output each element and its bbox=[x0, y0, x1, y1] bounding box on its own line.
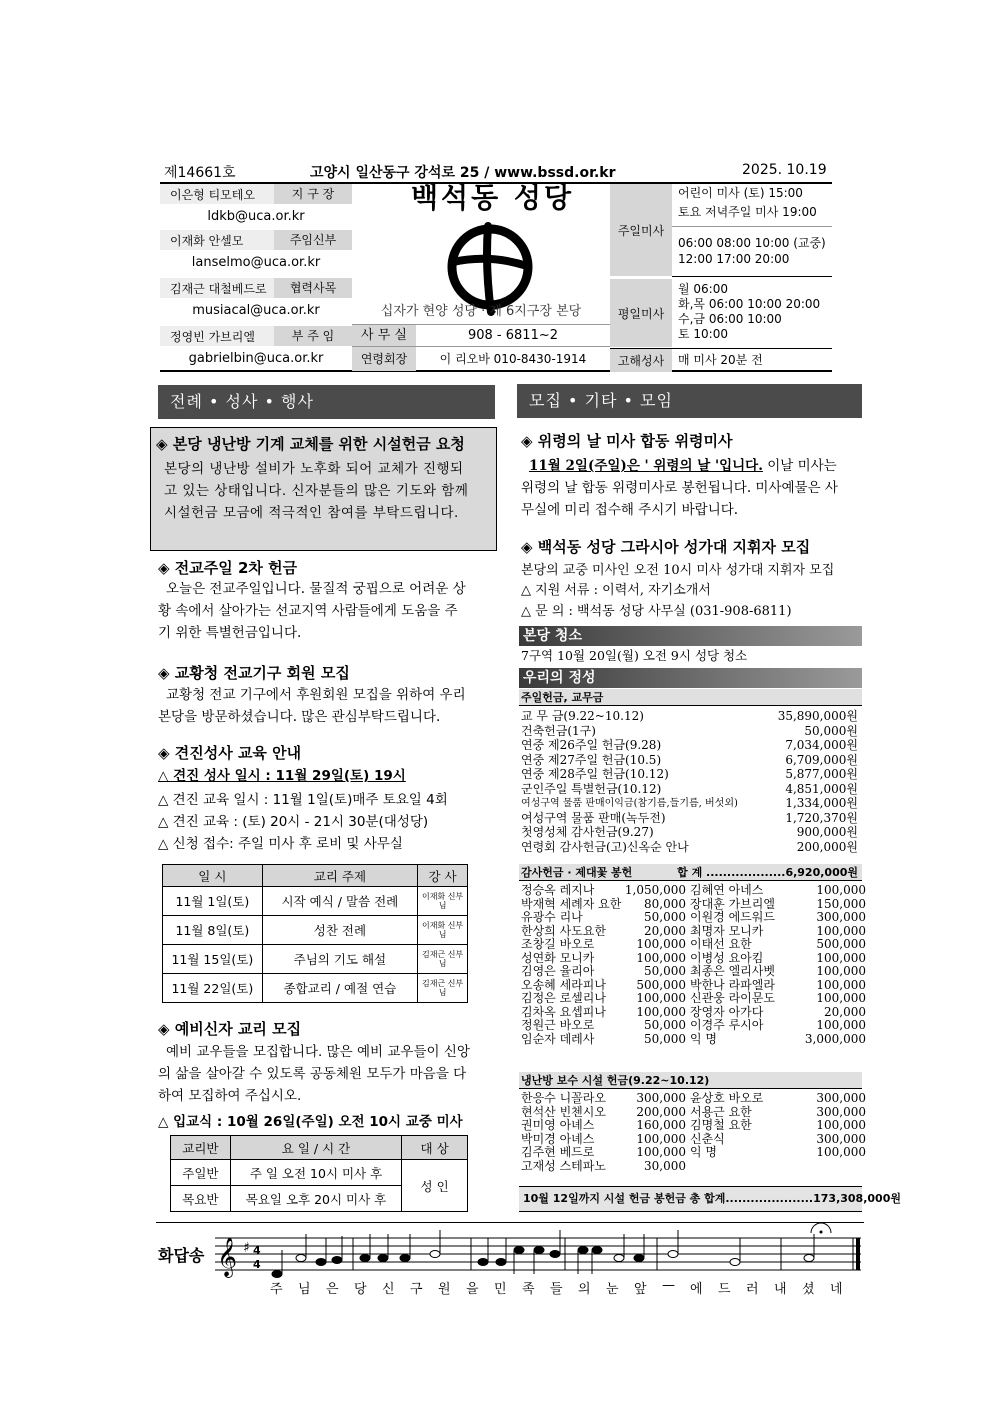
donation-entry: 신춘식 300,000 bbox=[690, 1131, 866, 1146]
psalm-label: 화답송 bbox=[158, 1246, 205, 1265]
offering-row: 교 무 금(9.22~10.12) 35,890,000원 bbox=[521, 709, 858, 723]
mass-schedule bbox=[610, 184, 832, 374]
donation-entry: 이경주 루시아 100,000 bbox=[690, 1018, 866, 1032]
sunday-mass-2: 토요 저녁주일 미사 19:00 bbox=[678, 205, 817, 219]
table-row bbox=[163, 974, 468, 1003]
thanks-list bbox=[521, 883, 866, 1046]
donation-entry: 최명자 모니카 100,000 bbox=[690, 923, 866, 938]
svg-text:♯: ♯ bbox=[243, 1240, 250, 1256]
lyric-syllable: 을 bbox=[466, 1282, 479, 1297]
donation-entry: 박미경 아녜스 100,000 bbox=[521, 1131, 686, 1146]
col-date: 일 시 bbox=[163, 865, 263, 887]
donation-entry: 한상희 사도요한 20,000 bbox=[521, 923, 686, 938]
donation-entry: 권미영 아녜스 160,000 bbox=[521, 1118, 686, 1132]
music-note bbox=[378, 1255, 388, 1262]
music-note bbox=[272, 1271, 282, 1278]
staff-email[interactable]: lanselmo@uca.or.kr bbox=[191, 255, 321, 270]
offering-row: 여성구역 물품 판매이익금(참기름,들기름, 버섯외) 1,334,000원 bbox=[521, 796, 858, 810]
lyric-syllable: 드 bbox=[718, 1282, 731, 1297]
office-row bbox=[352, 324, 610, 346]
cell-date: 11월 8일(토) bbox=[163, 916, 263, 945]
cell-topic: 주님의 기도 해설 bbox=[262, 945, 417, 974]
repair-list bbox=[521, 1091, 866, 1173]
notice4-line1: △ 견진 성사 일시 : 11월 29일(토) 19시 bbox=[158, 768, 406, 784]
sunday-mass-label: 주일미사 bbox=[610, 184, 672, 276]
staff-role: 지 구 장 bbox=[274, 184, 352, 204]
table-row bbox=[163, 916, 468, 945]
cell-topic: 종합교리 / 예절 연습 bbox=[262, 974, 417, 1003]
office-label: 사 무 실 bbox=[352, 325, 416, 346]
donation-entry: 윤상호 바오로 300,000 bbox=[690, 1091, 866, 1105]
donation-entry: 현석산 빈첸시오 200,000 bbox=[521, 1104, 686, 1119]
cell-time: 주 일 오전 10시 미사 후 bbox=[230, 1160, 401, 1186]
donation-entry: 박재혁 세례자 요한 80,000 bbox=[521, 896, 686, 911]
donation-entry: 김혜연 아네스 100,000 bbox=[690, 883, 866, 897]
cell-lecturer: 김재근 신부님 bbox=[418, 974, 468, 1003]
lyric-syllable: 들 bbox=[550, 1282, 563, 1297]
repair-total: 10월 12일까지 시설 헌금 봉헌금 총 합계.....................173,308,000원 bbox=[519, 1186, 862, 1212]
lyric-syllable: 내 bbox=[774, 1282, 787, 1297]
offering-list bbox=[521, 710, 858, 855]
cell-lecturer: 이재화 신부님 bbox=[418, 916, 468, 945]
cell-topic: 시작 예식 / 말씀 전례 bbox=[262, 887, 417, 916]
music-note bbox=[534, 1247, 544, 1254]
confession-label: 고해성사 bbox=[610, 349, 672, 372]
parish-motto: 십자가 현양 성당 · 제 6지구장 본당 bbox=[380, 304, 582, 319]
donation-entry: 정승옥 레지나 1,050,000 bbox=[521, 883, 686, 897]
lyric-syllable: 러 bbox=[746, 1282, 759, 1297]
col-time: 요 일 / 시 간 bbox=[230, 1136, 401, 1160]
music-note bbox=[730, 1259, 740, 1266]
rnotice2-line1: 본당의 교중 미사인 오전 10시 미사 성가대 지휘자 모집 bbox=[521, 563, 835, 578]
lyric-syllable: 네 bbox=[830, 1282, 843, 1297]
music-note bbox=[316, 1259, 326, 1266]
donation-entry: 장대훈 가브리엘 150,000 bbox=[690, 896, 866, 911]
table-row bbox=[163, 887, 468, 916]
svg-text:4: 4 bbox=[253, 1258, 261, 1271]
lyric-syllable: 눈 bbox=[606, 1282, 619, 1297]
music-note bbox=[496, 1259, 506, 1266]
offering-row: 첫영성체 감사헌금(9.27) 900,000원 bbox=[521, 825, 858, 839]
staff-name: 정영빈 가브리엘 bbox=[170, 329, 255, 344]
music-note bbox=[296, 1255, 306, 1262]
cell-lecturer: 이재화 신부님 bbox=[418, 887, 468, 916]
sunday-mass-3: 06:00 08:00 10:00 (교중) bbox=[678, 236, 826, 250]
donation-entry: 박한나 라파엘라 100,000 bbox=[690, 977, 866, 992]
weekday-mass-2: 화,목 06:00 10:00 20:00 bbox=[678, 297, 821, 311]
music-note bbox=[804, 1255, 814, 1262]
staff-role: 주임신부 bbox=[274, 230, 352, 250]
offering-row: 연령회 감사헌금(고)신옥순 안나 200,000원 bbox=[521, 839, 858, 854]
lyric-syllable: 족 bbox=[522, 1282, 535, 1297]
music-note bbox=[578, 1247, 588, 1254]
rnotice2-title: ◈ 백석동 성당 그라시아 성가대 지휘자 모집 bbox=[521, 538, 811, 556]
donation-entry: 이원경 에드워드 300,000 bbox=[690, 910, 866, 924]
music-note bbox=[430, 1251, 440, 1258]
staff-email[interactable]: ldkb@uca.or.kr bbox=[207, 209, 305, 224]
music-note bbox=[478, 1259, 488, 1266]
divider bbox=[156, 1222, 864, 1223]
donation-entry: 임순자 데레사 50,000 bbox=[521, 1031, 686, 1046]
notice5-body: 예비 교우들을 모집합니다. 많은 예비 교우들이 신앙의 삶을 살아갈 수 있도록 공동체원 모두가 마음을 다하여 모집하여 주십시오. bbox=[158, 1044, 470, 1104]
notice1-title: ◈ 본당 냉난방 기계 교체를 위한 시설헌금 요청 bbox=[156, 435, 465, 453]
sunday-mass-4: 12:00 17:00 20:00 bbox=[678, 252, 790, 266]
notice1-body: 본당의 냉난방 설비가 노후화 되어 교체가 진행되고 있는 상태입니다. 신자분들의 많은 기도와 함께 시설헌금 모금에 적극적인 참여를 부탁드립니다. bbox=[164, 461, 469, 521]
notice2-body: 오늘은 전교주일입니다. 물질적 궁핍으로 어려운 상황 속에서 살아가는 선교지역 사람들에게 도움을 주기 위한 특별헌금입니다. bbox=[158, 581, 466, 641]
issue-date: 2025. 10.19 bbox=[742, 162, 827, 178]
donation-entry: 김주현 베드로 100,000 bbox=[521, 1145, 686, 1159]
donation-entry: 고재성 스테파노 30,000 bbox=[521, 1158, 686, 1173]
chair-contact: 이 리오바 010-8430-1914 bbox=[439, 352, 587, 366]
cell-date: 11월 22일(토) bbox=[163, 974, 263, 1003]
donation-entry: 한응수 니꼴라오 300,000 bbox=[521, 1091, 686, 1105]
donation-entry: 장영자 아가다 20,000 bbox=[690, 1004, 866, 1019]
table-row bbox=[171, 1160, 468, 1186]
music-note bbox=[550, 1251, 560, 1258]
rnotice1-body bbox=[521, 455, 841, 521]
staff-email[interactable]: gabrielbin@uca.or.kr bbox=[188, 351, 324, 366]
music-note bbox=[614, 1255, 624, 1262]
donation-entry bbox=[690, 1160, 866, 1174]
weekday-mass-3: 수,금 06:00 10:00 bbox=[678, 312, 782, 326]
cell-lecturer: 김재근 신부님 bbox=[418, 945, 468, 974]
chair-row bbox=[352, 346, 610, 370]
staff-name: 이은형 티모테오 bbox=[170, 187, 255, 202]
offering-row: 연중 제28주일 헌금(10.12) 5,877,000원 bbox=[521, 767, 858, 781]
donation-entry: 최종은 엘리사벳 100,000 bbox=[690, 964, 866, 978]
lyric-syllable: 은 bbox=[326, 1282, 339, 1297]
cleaning-title: 본당 청소 bbox=[519, 626, 862, 646]
cleaning-body: 7구역 10월 20일(월) 오전 9시 성당 청소 bbox=[521, 648, 748, 663]
weekday-mass-4: 토 10:00 bbox=[678, 327, 728, 341]
donation-entry: 조창길 바오로 100,000 bbox=[521, 937, 686, 951]
donation-entry: 이태선 요한 500,000 bbox=[690, 937, 866, 951]
donation-entry: 김영은 율리아 50,000 bbox=[521, 964, 686, 978]
music-note bbox=[668, 1251, 678, 1258]
svg-text:𝄞: 𝄞 bbox=[217, 1237, 238, 1277]
music-note bbox=[634, 1255, 644, 1262]
notice5-title: ◈ 예비신자 교리 모집 bbox=[158, 1020, 302, 1038]
header-box bbox=[160, 182, 832, 372]
staff-1 bbox=[160, 184, 352, 230]
music-note bbox=[332, 1257, 342, 1264]
offering-row: 군인주일 특별헌금(10.12) 4,851,000원 bbox=[521, 781, 858, 796]
donation-entry: 정원근 바오로 50,000 bbox=[521, 1018, 686, 1032]
offering-row: 여성구역 물품 판매(녹두전) 1,720,370원 bbox=[521, 810, 858, 825]
notice4-line4: △ 신청 접수: 주일 미사 후 로비 및 사무실 bbox=[158, 836, 403, 852]
psalm-staff bbox=[215, 1228, 865, 1280]
lyric-syllable: 민 bbox=[494, 1282, 507, 1297]
svg-text:4: 4 bbox=[253, 1244, 261, 1257]
music-note bbox=[514, 1247, 524, 1254]
cell-time: 목요일 오후 20시 미사 후 bbox=[230, 1186, 401, 1212]
thanks-subhead: 감사헌금 · 제대꽃 봉헌 합 계 ...................6,920,000원 bbox=[519, 864, 862, 881]
offering-row: 연중 제26주일 헌금(9.28) 7,034,000원 bbox=[521, 738, 858, 752]
weekday-mass-1: 월 06:00 bbox=[678, 282, 728, 296]
offering-subhead: 주일헌금, 교무금 bbox=[519, 689, 862, 706]
cell-date: 11월 15일(토) bbox=[163, 945, 263, 974]
donation-entry: 유광수 리나 50,000 bbox=[521, 910, 686, 924]
music-note bbox=[400, 1255, 410, 1262]
music-note bbox=[592, 1247, 602, 1254]
confession-text: 매 미사 20분 전 bbox=[678, 353, 763, 367]
cell-class: 주일반 bbox=[171, 1160, 231, 1186]
staff-3 bbox=[160, 278, 352, 324]
left-section-title: 전례 • 성사 • 행사 bbox=[158, 385, 495, 419]
lyric-syllable: 셨 bbox=[802, 1282, 815, 1297]
donation-entry: 익 명 100,000 bbox=[690, 1145, 866, 1159]
notice3-body: 교황청 전교 기구에서 후원회원 모집을 위하여 우리 본당을 방문하셨습니다. 많은 관심부탁드립니다. bbox=[158, 687, 466, 725]
notice4-line2: △ 견진 교육 일시 : 11월 1일(토)매주 토요일 4회 bbox=[158, 792, 448, 808]
lyric-syllable: 신 bbox=[382, 1282, 395, 1297]
cell-class: 목요반 bbox=[171, 1186, 231, 1212]
right-section-title: 모집 • 기타 • 모임 bbox=[517, 384, 862, 418]
notice2-title: ◈ 전교주일 2차 헌금 bbox=[158, 559, 298, 577]
lyric-syllable: 에 bbox=[690, 1282, 703, 1297]
offering-row: 연중 제27주일 헌금(10.5) 6,709,000원 bbox=[521, 752, 858, 767]
col-class: 교리반 bbox=[171, 1136, 231, 1160]
repair-subhead: 냉난방 보수 시설 헌금(9.22~10.12) bbox=[519, 1072, 862, 1089]
cell-target: 성 인 bbox=[402, 1160, 468, 1212]
catechism-table bbox=[170, 1135, 468, 1212]
offering-title: 우리의 정성 bbox=[519, 668, 862, 688]
lyric-syllable: 주 bbox=[270, 1282, 283, 1297]
staff-role: 협력사목 bbox=[274, 278, 352, 298]
col-target: 대 상 bbox=[402, 1136, 468, 1160]
parish-name: 백석동 성당 bbox=[411, 181, 574, 214]
rnotice2-line2: △ 지원 서류 : 이력서, 자기소개서 bbox=[521, 583, 711, 598]
weekday-mass-label: 평일미사 bbox=[610, 279, 672, 347]
donation-entry: 성연화 모니카 100,000 bbox=[521, 950, 686, 965]
col-topic: 교리 주제 bbox=[262, 865, 417, 887]
notice4-line3: △ 견진 교육 : (토) 20시 - 21시 30분(대성당) bbox=[158, 814, 429, 830]
psalm-lyrics bbox=[270, 1278, 850, 1296]
lyric-syllable: 구 bbox=[410, 1282, 423, 1297]
issue-number: 제14661호 bbox=[164, 165, 236, 181]
rnotice1-title: ◈ 위령의 날 미사 합동 위령미사 bbox=[521, 432, 733, 450]
lyric-syllable: 원 bbox=[438, 1282, 451, 1297]
staff-name: 이재화 안셀모 bbox=[170, 233, 244, 248]
office-phone: 908 - 6811~2 bbox=[467, 328, 559, 343]
address: 고양시 일산동구 강석로 25 / www.bssd.or.kr bbox=[310, 165, 616, 181]
lyric-syllable: 당 bbox=[354, 1282, 367, 1297]
rnotice2-line3: △ 문 의 : 백석동 성당 사무실 (031-908-6811) bbox=[521, 604, 792, 619]
cell-topic: 성찬 전례 bbox=[262, 916, 417, 945]
rnotice1-lead: 11월 2일(주일)은 ' 위령의 날 '입니다. bbox=[529, 458, 763, 474]
chair-label: 연령회장 bbox=[352, 347, 416, 371]
rnotice1-text: 이날 미사는 위령의 날 합동 위령미사로 봉헌됩니다. 미사예물은 사무실에 미리 접수해 주시기 바랍니다. bbox=[521, 458, 838, 518]
donation-entry: 익 명 3,000,000 bbox=[690, 1031, 866, 1046]
table-row bbox=[163, 945, 468, 974]
donation-entry: 오송혜 세라피나 500,000 bbox=[521, 977, 686, 992]
confirmation-table bbox=[162, 864, 468, 1003]
cell-date: 11월 1일(토) bbox=[163, 887, 263, 916]
staff-email[interactable]: musiacal@uca.or.kr bbox=[192, 303, 320, 318]
staff-4 bbox=[160, 326, 352, 372]
donation-entry: 김차옥 요셉피나 100,000 bbox=[521, 1004, 686, 1019]
donation-entry: 신관웅 라이문도 100,000 bbox=[690, 991, 866, 1005]
notice4-title: ◈ 견진성사 교육 안내 bbox=[158, 744, 302, 762]
donation-entry: 서용근 요한 300,000 bbox=[690, 1104, 866, 1119]
lyric-syllable: 앞 bbox=[634, 1282, 647, 1297]
staff-role: 부 주 임 bbox=[274, 326, 352, 346]
music-note bbox=[360, 1255, 370, 1262]
staff-2 bbox=[160, 230, 352, 276]
col-lecturer: 강 사 bbox=[418, 865, 468, 887]
notice3-title: ◈ 교황청 전교기구 회원 모집 bbox=[158, 664, 350, 682]
staff-name: 김재근 대철베드로 bbox=[170, 281, 267, 296]
sunday-mass-1: 어린이 미사 (토) 15:00 bbox=[678, 186, 803, 200]
donation-entry: 김정은 로셀리나 100,000 bbox=[521, 991, 686, 1005]
offering-row: 건축헌금(1구) 50,000원 bbox=[521, 723, 858, 738]
lyric-syllable: — bbox=[662, 1278, 675, 1293]
lyric-syllable: 님 bbox=[298, 1282, 311, 1297]
donation-entry: 이병성 요아킴 100,000 bbox=[690, 950, 866, 965]
donation-entry: 김명철 요한 100,000 bbox=[690, 1118, 866, 1132]
notice5-line: △ 입교식 : 10월 26일(주일) 오전 10시 교중 미사 bbox=[158, 1114, 463, 1130]
lyric-syllable: 의 bbox=[578, 1282, 591, 1297]
